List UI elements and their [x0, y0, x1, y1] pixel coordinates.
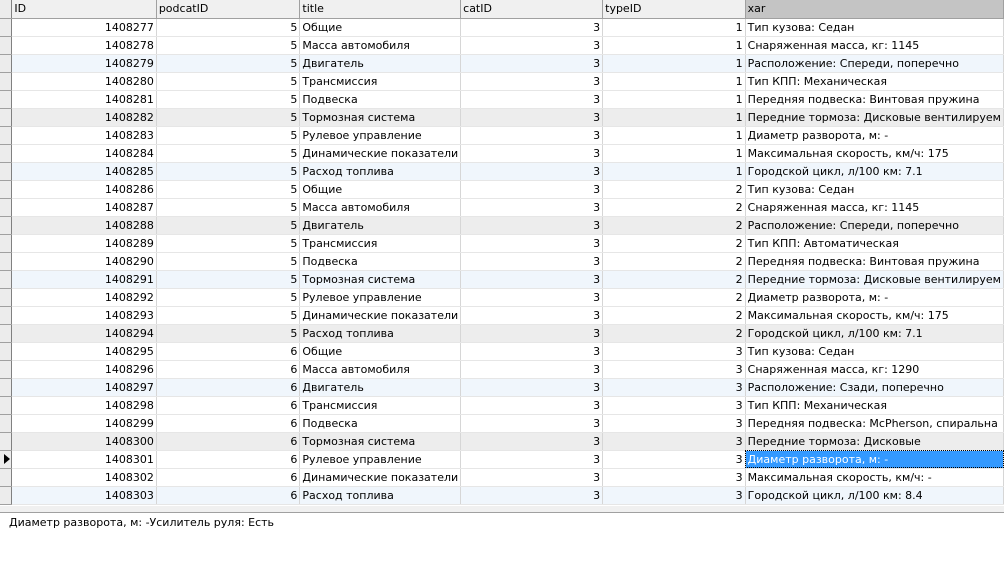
cell-xar[interactable]: Передние тормоза: Дисковые: [745, 432, 1003, 450]
cell-xar[interactable]: Диаметр разворота, м: -: [745, 450, 1003, 468]
cell-type[interactable]: 3: [603, 450, 746, 468]
cell-id[interactable]: 1408288: [12, 216, 156, 234]
table-row[interactable]: [0, 36, 1004, 54]
corner-cell[interactable]: [0, 0, 12, 18]
table-row[interactable]: [0, 216, 1004, 234]
row-selector[interactable]: [0, 468, 12, 486]
cell-type[interactable]: 2: [603, 198, 746, 216]
cell-cat[interactable]: 3: [461, 126, 603, 144]
cell-type[interactable]: 3: [603, 486, 746, 504]
cell-type[interactable]: 2: [603, 288, 746, 306]
cell-id[interactable]: 1408303: [12, 486, 156, 504]
cell-podcat[interactable]: 5: [156, 126, 300, 144]
cell-podcat[interactable]: 5: [156, 54, 300, 72]
cell-type[interactable]: 2: [603, 306, 746, 324]
cell-type[interactable]: 2: [603, 180, 746, 198]
cell-id[interactable]: 1408290: [12, 252, 156, 270]
cell-cat[interactable]: 3: [461, 288, 603, 306]
cell-xar[interactable]: Городской цикл, л/100 км: 8.4: [745, 486, 1003, 504]
row-selector[interactable]: [0, 396, 12, 414]
column-header-xar[interactable]: xar: [745, 0, 1003, 18]
cell-type[interactable]: 1: [603, 36, 746, 54]
cell-xar[interactable]: Расположение: Спереди, поперечно: [745, 54, 1003, 72]
cell-id[interactable]: 1408298: [12, 396, 156, 414]
cell-cat[interactable]: 3: [461, 198, 603, 216]
current-row-arrow-icon: [4, 454, 10, 464]
row-selector[interactable]: [0, 270, 12, 288]
cell-xar[interactable]: Снаряженная масса, кг: 1145: [745, 198, 1003, 216]
table-row[interactable]: [0, 198, 1004, 216]
cell-id[interactable]: 1408284: [12, 144, 156, 162]
row-selector[interactable]: [0, 360, 12, 378]
cell-type[interactable]: 2: [603, 252, 746, 270]
cell-id[interactable]: 1408289: [12, 234, 156, 252]
row-selector[interactable]: [0, 306, 12, 324]
row-selector[interactable]: [0, 144, 12, 162]
cell-xar[interactable]: Максимальная скорость, км/ч: 175: [745, 144, 1003, 162]
cell-xar[interactable]: Тип кузова: Седан: [745, 18, 1003, 36]
cell-id[interactable]: 1408279: [12, 54, 156, 72]
cell-title[interactable]: Трансмиссия: [300, 72, 461, 90]
cell-xar[interactable]: Расположение: Сзади, поперечно: [745, 378, 1003, 396]
cell-xar[interactable]: Городской цикл, л/100 км: 7.1: [745, 324, 1003, 342]
cell-type[interactable]: 3: [603, 414, 746, 432]
row-selector[interactable]: [0, 54, 12, 72]
row-selector[interactable]: [0, 378, 12, 396]
cell-cat[interactable]: 3: [461, 108, 603, 126]
cell-title[interactable]: Рулевое управление: [300, 126, 461, 144]
cell-type[interactable]: 1: [603, 72, 746, 90]
table-row[interactable]: [0, 90, 1004, 108]
cell-cat[interactable]: 3: [461, 378, 603, 396]
cell-title[interactable]: Динамические показатели: [300, 468, 461, 486]
cell-podcat[interactable]: 5: [156, 162, 300, 180]
cell-cat[interactable]: 3: [461, 234, 603, 252]
cell-id[interactable]: 1408293: [12, 306, 156, 324]
cell-id[interactable]: 1408297: [12, 378, 156, 396]
row-selector[interactable]: [0, 126, 12, 144]
cell-type[interactable]: 3: [603, 468, 746, 486]
cell-type[interactable]: 3: [603, 360, 746, 378]
cell-title[interactable]: Трансмиссия: [300, 234, 461, 252]
cell-title[interactable]: Масса автомобиля: [300, 360, 461, 378]
table-row[interactable]: [0, 378, 1004, 396]
column-header-catid[interactable]: catID: [461, 0, 603, 18]
cell-podcat[interactable]: 5: [156, 180, 300, 198]
cell-title[interactable]: Динамические показатели: [300, 306, 461, 324]
cell-type[interactable]: 1: [603, 90, 746, 108]
cell-cat[interactable]: 3: [461, 486, 603, 504]
cell-cat[interactable]: 3: [461, 468, 603, 486]
cell-title[interactable]: Двигатель: [300, 216, 461, 234]
cell-podcat[interactable]: 6: [156, 450, 300, 468]
row-selector[interactable]: [0, 252, 12, 270]
row-selector[interactable]: [0, 414, 12, 432]
cell-title[interactable]: Рулевое управление: [300, 450, 461, 468]
cell-title[interactable]: Рулевое управление: [300, 288, 461, 306]
cell-type[interactable]: 1: [603, 162, 746, 180]
cell-podcat[interactable]: 5: [156, 72, 300, 90]
cell-xar[interactable]: Тип КПП: Автоматическая: [745, 234, 1003, 252]
cell-cat[interactable]: 3: [461, 18, 603, 36]
cell-podcat[interactable]: 5: [156, 270, 300, 288]
row-selector[interactable]: [0, 324, 12, 342]
row-selector[interactable]: [0, 432, 12, 450]
cell-podcat[interactable]: 6: [156, 360, 300, 378]
cell-id[interactable]: 1408291: [12, 270, 156, 288]
cell-cat[interactable]: 3: [461, 54, 603, 72]
cell-cat[interactable]: 3: [461, 324, 603, 342]
row-selector[interactable]: [0, 288, 12, 306]
table-row[interactable]: [0, 126, 1004, 144]
cell-title[interactable]: Расход топлива: [300, 324, 461, 342]
cell-id[interactable]: 1408278: [12, 36, 156, 54]
table-row[interactable]: [0, 450, 1004, 468]
row-selector[interactable]: [0, 486, 12, 504]
cell-title[interactable]: Масса автомобиля: [300, 198, 461, 216]
cell-title[interactable]: Двигатель: [300, 54, 461, 72]
cell-podcat[interactable]: 6: [156, 414, 300, 432]
table-row[interactable]: [0, 18, 1004, 36]
cell-type[interactable]: 1: [603, 108, 746, 126]
cell-cat[interactable]: 3: [461, 414, 603, 432]
table-row[interactable]: [0, 180, 1004, 198]
cell-podcat[interactable]: 5: [156, 234, 300, 252]
cell-xar[interactable]: Передние тормоза: Дисковые вентилируем: [745, 270, 1003, 288]
cell-type[interactable]: 1: [603, 126, 746, 144]
cell-xar[interactable]: Передняя подвеска: McPherson, спиральна: [745, 414, 1003, 432]
cell-cat[interactable]: 3: [461, 216, 603, 234]
cell-id[interactable]: 1408292: [12, 288, 156, 306]
cell-cat[interactable]: 3: [461, 396, 603, 414]
cell-xar[interactable]: Снаряженная масса, кг: 1290: [745, 360, 1003, 378]
cell-xar[interactable]: Тип КПП: Механическая: [745, 396, 1003, 414]
cell-xar[interactable]: Городской цикл, л/100 км: 7.1: [745, 162, 1003, 180]
table-row[interactable]: [0, 396, 1004, 414]
row-selector[interactable]: [0, 72, 12, 90]
cell-podcat[interactable]: 6: [156, 396, 300, 414]
cell-cat[interactable]: 3: [461, 144, 603, 162]
table-row[interactable]: [0, 108, 1004, 126]
table-row[interactable]: [0, 432, 1004, 450]
cell-title[interactable]: Тормозная система: [300, 108, 461, 126]
cell-type[interactable]: 1: [603, 18, 746, 36]
table-row[interactable]: [0, 360, 1004, 378]
cell-xar[interactable]: Тип кузова: Седан: [745, 342, 1003, 360]
header-row: [0, 0, 1004, 18]
cell-xar[interactable]: Снаряженная масса, кг: 1145: [745, 36, 1003, 54]
cell-type[interactable]: 1: [603, 54, 746, 72]
table-row[interactable]: [0, 342, 1004, 360]
cell-cat[interactable]: 3: [461, 180, 603, 198]
cell-id[interactable]: 1408280: [12, 72, 156, 90]
cell-type[interactable]: 2: [603, 270, 746, 288]
cell-title[interactable]: Трансмиссия: [300, 396, 461, 414]
table-row[interactable]: [0, 162, 1004, 180]
cell-title[interactable]: Расход топлива: [300, 486, 461, 504]
cell-cat[interactable]: 3: [461, 90, 603, 108]
cell-xar[interactable]: Тип кузова: Седан: [745, 180, 1003, 198]
cell-id[interactable]: 1408299: [12, 414, 156, 432]
cell-podcat[interactable]: 5: [156, 36, 300, 54]
table-row[interactable]: [0, 234, 1004, 252]
cell-cat[interactable]: 3: [461, 306, 603, 324]
cell-podcat[interactable]: 5: [156, 306, 300, 324]
cell-cat[interactable]: 3: [461, 36, 603, 54]
column-header-id[interactable]: ID: [12, 0, 156, 18]
cell-podcat[interactable]: 6: [156, 342, 300, 360]
cell-title[interactable]: Динамические показатели: [300, 144, 461, 162]
cell-cat[interactable]: 3: [461, 450, 603, 468]
cell-id[interactable]: 1408296: [12, 360, 156, 378]
cell-id[interactable]: 1408281: [12, 90, 156, 108]
cell-id[interactable]: 1408294: [12, 324, 156, 342]
cell-title[interactable]: Тормозная система: [300, 270, 461, 288]
cell-type[interactable]: 2: [603, 216, 746, 234]
cell-title[interactable]: Тормозная система: [300, 432, 461, 450]
cell-podcat[interactable]: 5: [156, 288, 300, 306]
cell-xar[interactable]: Диаметр разворота, м: -: [745, 288, 1003, 306]
cell-title[interactable]: Расход топлива: [300, 162, 461, 180]
row-selector[interactable]: [0, 234, 12, 252]
cell-type[interactable]: 3: [603, 396, 746, 414]
row-selector[interactable]: [0, 90, 12, 108]
cell-podcat[interactable]: 5: [156, 324, 300, 342]
cell-title[interactable]: Подвеска: [300, 90, 461, 108]
row-selector[interactable]: [0, 450, 12, 468]
column-header-title[interactable]: title: [300, 0, 461, 18]
table-row[interactable]: [0, 324, 1004, 342]
cell-id[interactable]: 1408285: [12, 162, 156, 180]
cell-cat[interactable]: 3: [461, 270, 603, 288]
cell-xar[interactable]: Передняя подвеска: Винтовая пружина: [745, 90, 1003, 108]
cell-podcat[interactable]: 5: [156, 18, 300, 36]
cell-id[interactable]: 1408300: [12, 432, 156, 450]
column-header-podcatid[interactable]: podcatID: [156, 0, 300, 18]
cell-cat[interactable]: 3: [461, 252, 603, 270]
cell-type[interactable]: 3: [603, 342, 746, 360]
cell-title[interactable]: Общие: [300, 180, 461, 198]
row-selector[interactable]: [0, 180, 12, 198]
cell-title[interactable]: Подвеска: [300, 414, 461, 432]
cell-podcat[interactable]: 5: [156, 252, 300, 270]
cell-podcat[interactable]: 6: [156, 378, 300, 396]
detail-panel[interactable]: [0, 512, 1004, 563]
table-row[interactable]: [0, 144, 1004, 162]
table-row[interactable]: [0, 414, 1004, 432]
cell-xar[interactable]: Передние тормоза: Дисковые вентилируем: [745, 108, 1003, 126]
table-row[interactable]: [0, 270, 1004, 288]
cell-type[interactable]: 1: [603, 144, 746, 162]
cell-cat[interactable]: 3: [461, 162, 603, 180]
cell-id[interactable]: 1408301: [12, 450, 156, 468]
table-row[interactable]: [0, 72, 1004, 90]
cell-title[interactable]: Двигатель: [300, 378, 461, 396]
cell-cat[interactable]: 3: [461, 72, 603, 90]
cell-id[interactable]: 1408286: [12, 180, 156, 198]
cell-xar[interactable]: Передняя подвеска: Винтовая пружина: [745, 252, 1003, 270]
cell-type[interactable]: 2: [603, 324, 746, 342]
cell-id[interactable]: 1408302: [12, 468, 156, 486]
column-header-typeid[interactable]: typeID: [603, 0, 746, 18]
cell-id[interactable]: 1408283: [12, 126, 156, 144]
cell-id[interactable]: 1408277: [12, 18, 156, 36]
row-selector[interactable]: [0, 342, 12, 360]
cell-id[interactable]: 1408295: [12, 342, 156, 360]
cell-xar[interactable]: Расположение: Спереди, поперечно: [745, 216, 1003, 234]
cell-podcat[interactable]: 5: [156, 90, 300, 108]
cell-xar[interactable]: Тип КПП: Механическая: [745, 72, 1003, 90]
table-row[interactable]: [0, 306, 1004, 324]
table-row[interactable]: [0, 252, 1004, 270]
cell-title[interactable]: Масса автомобиля: [300, 36, 461, 54]
cell-id[interactable]: 1408282: [12, 108, 156, 126]
table-row[interactable]: [0, 468, 1004, 486]
cell-type[interactable]: 3: [603, 432, 746, 450]
cell-type[interactable]: 3: [603, 378, 746, 396]
cell-id[interactable]: 1408287: [12, 198, 156, 216]
cell-title[interactable]: Общие: [300, 18, 461, 36]
cell-cat[interactable]: 3: [461, 432, 603, 450]
cell-xar[interactable]: Максимальная скорость, км/ч: 175: [745, 306, 1003, 324]
row-selector[interactable]: [0, 162, 12, 180]
cell-cat[interactable]: 3: [461, 342, 603, 360]
cell-title[interactable]: Общие: [300, 342, 461, 360]
cell-podcat[interactable]: 5: [156, 144, 300, 162]
table-row[interactable]: [0, 486, 1004, 504]
cell-podcat[interactable]: 6: [156, 432, 300, 450]
cell-podcat[interactable]: 6: [156, 486, 300, 504]
row-selector[interactable]: [0, 198, 12, 216]
cell-xar[interactable]: Максимальная скорость, км/ч: -: [745, 468, 1003, 486]
detail-text: Диаметр разворота, м: -Усилитель руля: Есть: [9, 516, 275, 529]
cell-podcat[interactable]: 5: [156, 216, 300, 234]
cell-podcat[interactable]: 6: [156, 468, 300, 486]
row-selector[interactable]: [0, 18, 12, 36]
cell-podcat[interactable]: 5: [156, 108, 300, 126]
row-selector[interactable]: [0, 216, 12, 234]
table-row[interactable]: [0, 54, 1004, 72]
cell-cat[interactable]: 3: [461, 360, 603, 378]
cell-title[interactable]: Подвеска: [300, 252, 461, 270]
row-selector[interactable]: [0, 36, 12, 54]
row-selector[interactable]: [0, 108, 12, 126]
table-row[interactable]: [0, 288, 1004, 306]
cell-podcat[interactable]: 5: [156, 198, 300, 216]
cell-xar[interactable]: Диаметр разворота, м: -: [745, 126, 1003, 144]
cell-type[interactable]: 2: [603, 234, 746, 252]
